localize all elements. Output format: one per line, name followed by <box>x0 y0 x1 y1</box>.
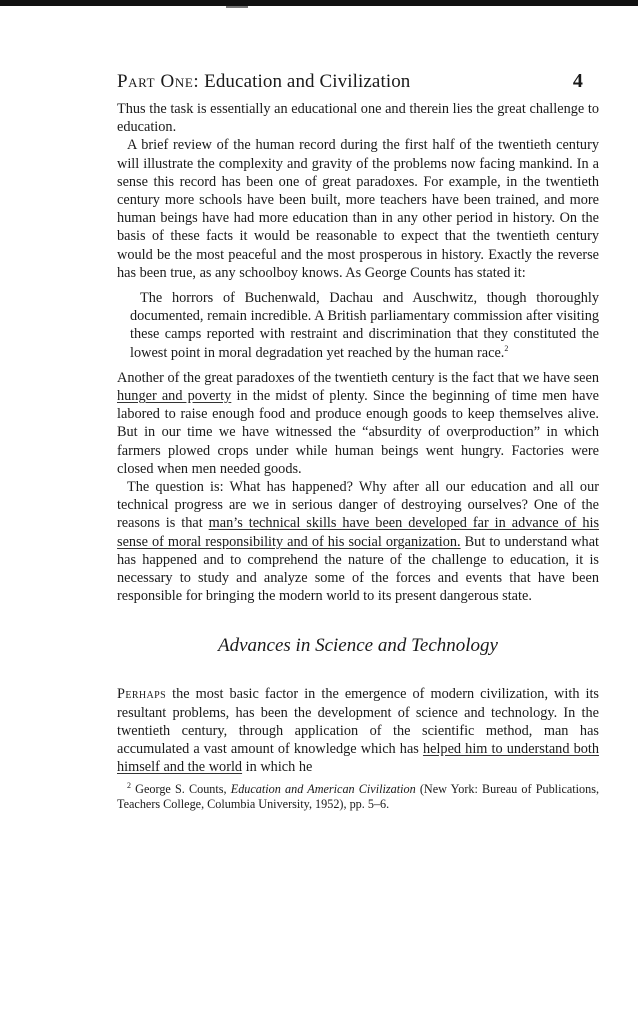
footnote-author: George S. Counts, <box>135 781 227 796</box>
book-page <box>117 70 599 812</box>
underlined-phrase-technical-skills: man’s technical skills have been developed far in advance of his sense of moral responsibility and of his social organization. <box>117 515 600 550</box>
footnote-number: 2 <box>127 780 131 790</box>
footnote-title: Education and American Civilization <box>230 781 416 796</box>
page-number: 4 <box>572 70 583 92</box>
section-paragraph-1 <box>117 685 599 776</box>
paragraph-4-text-b: But to understand what has happened and to comprehend the nature of the challenge to education, it is necessary to study and analyze some of the forces and events that have been responsible for bringing the modern world to its present dangerous state. <box>117 533 600 605</box>
paragraph-4 <box>117 478 599 605</box>
lead-word: Perhaps <box>117 686 167 703</box>
section-heading: Advances in Science and Technology <box>218 635 498 657</box>
part-label: Part One: <box>117 71 200 92</box>
paragraph-3-text-b: in the midst of plenty. Since the beginning of time men have labored to raise enough food and produce enough goods to keep themselves alive. But in our time we have witnessed the “absurdity of overproduction” in which farmers plowed crops under while human beings went hungry. Factories were closed when men needed goods. <box>117 388 600 477</box>
paragraph-3-text-a: Another of the great paradoxes of the twentieth century is the fact that we have seen <box>117 369 599 386</box>
running-head <box>117 70 599 100</box>
paragraph-1: Thus the task is essentially an educational one and therein lies the great challenge to education. <box>117 101 599 136</box>
footnote-reference: 2 <box>504 343 509 353</box>
section-paragraph-1-text-b: in which he <box>245 759 313 776</box>
block-quote <box>130 289 599 362</box>
underlined-phrase-hunger-poverty: hunger and poverty <box>117 388 232 405</box>
paragraph-3 <box>117 369 599 478</box>
running-head-title <box>117 71 410 93</box>
footnote-publication: (New York: Bureau of Publications, Teachers College, Columbia University, 1952), pp. 5–6. <box>117 781 600 811</box>
paragraph-2: A brief review of the human record during the first half of the twentieth century will illustrate the complexity and gravity of the problems now facing mankind. In a sense this record has been one of great paradoxes. For example, in the twentieth century more schools have been built, more teachers have been trained, and more human beings have had more education than in any other period in history. On the basis of these facts it would be reasonable to expect that the twentieth century would be the most peaceful and the most prosperous in history. Exactly the reverse has been true, as any schoolboy knows. As George Counts has stated it: <box>117 137 599 281</box>
underlined-phrase-understand-world: helped him to understand both himself and the world <box>117 741 599 776</box>
part-title: Education and Civilization <box>204 71 411 92</box>
section-paragraph-1-text-a: the most basic factor in the emergence of modern civilization, with its resultant problems, has been the development of science and technology. In the twentieth century, through application of the scientific method, man has accumulated a vast amount of knowledge which has <box>117 686 599 758</box>
paragraph-4-text-a: The question is: What has happened? Why after all our education and all our technical progress are we in serious danger of destroying ourselves? One of the reasons is that <box>117 479 599 532</box>
footnote <box>117 782 599 812</box>
top-border-mark <box>226 6 248 8</box>
top-border-rule <box>0 0 638 6</box>
quote-text: The horrors of Buchenwald, Dachau and Auschwitz, though thoroughly documented, remain incredible. A British parliamentary commission after visiting these camps reported with restraint and discrimination that they constituted the lowest point in moral degradation yet reached by the human race. <box>130 290 599 361</box>
